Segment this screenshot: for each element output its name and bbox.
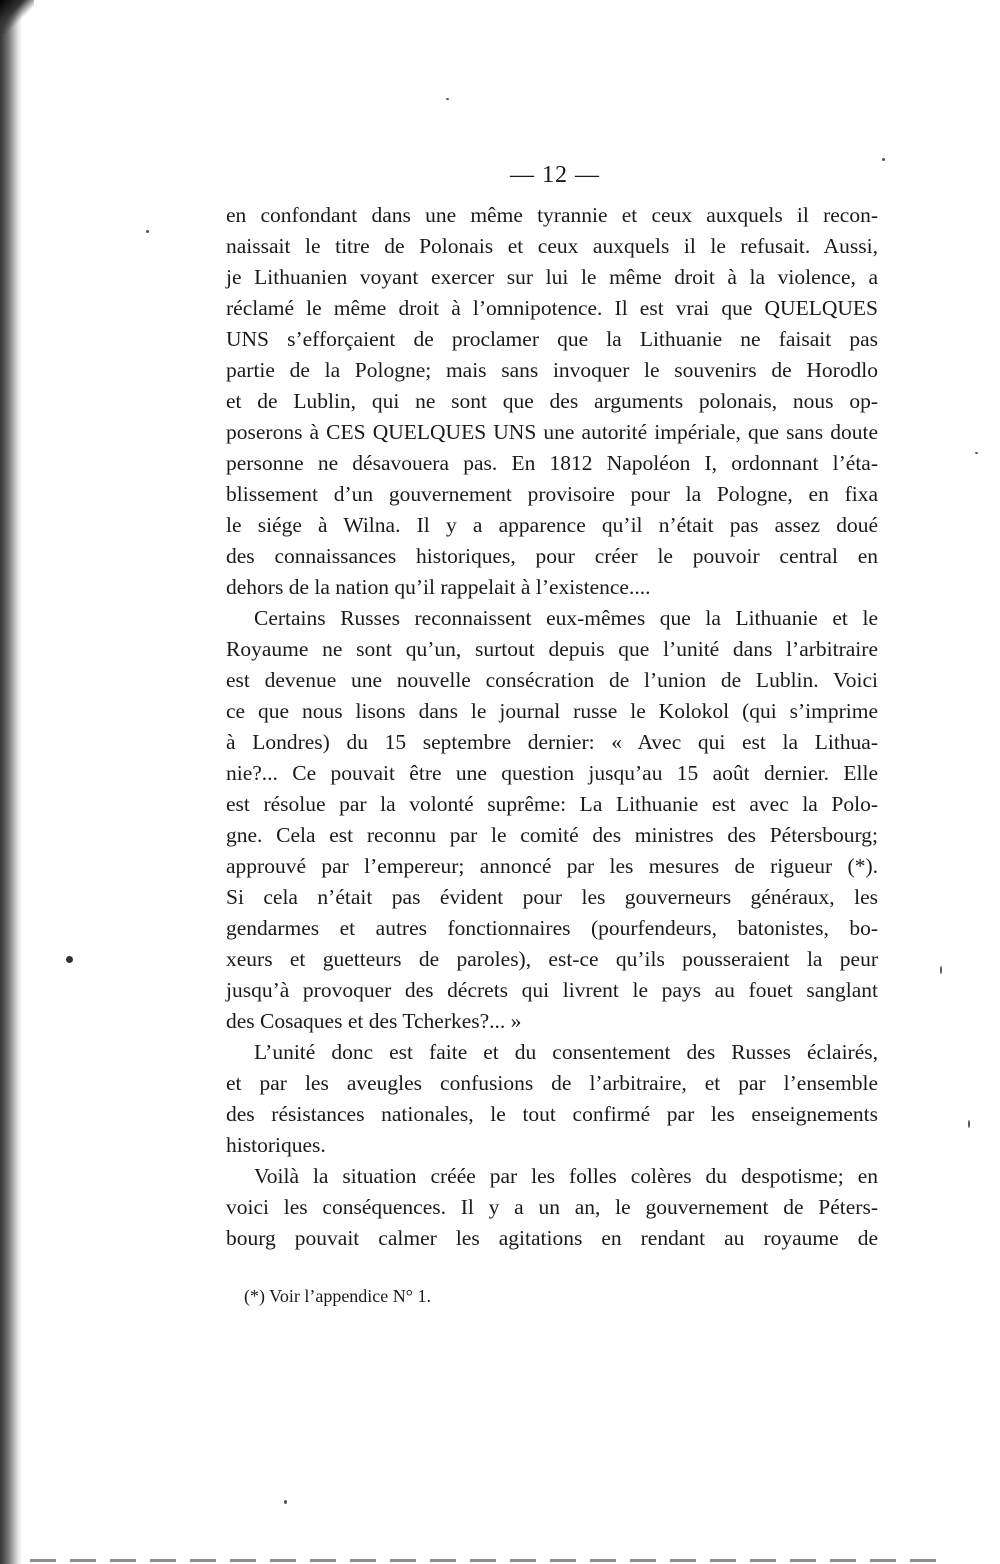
text-line: le siége à Wilna. Il y a apparence qu’il n’était pas assez doué [226,513,878,537]
text-line: je Lithuanien voyant exercer sur lui le même droit à la violence, a [226,265,878,289]
text-line: en confondant dans une même tyrannie et ceux auxquels il recon‑ [226,203,878,227]
text-line: Royaume ne sont qu’un, surtout depuis que l’unité dans l’arbitraire [226,637,878,661]
text-line: est résolue par la volonté suprême: La Lithuanie est avec la Polo- [226,792,878,816]
text-line: gne. Cela est reconnu par le comité des ministres des Pétersbourg; [226,823,878,847]
text-line: réclamé le même droit à l’omnipotence. Il est vrai que QUELQUES [226,296,878,320]
text-line: ce que nous lisons dans le journal russe le Kolokol (qui s’imprime [226,699,878,723]
text-line: des connaissances historiques, pour créer le pouvoir central en [226,544,878,568]
text-line: xeurs et guetteurs de paroles), est-ce qu’ils pousseraient la peur [226,947,878,971]
page-number: — 12 — [510,162,600,188]
text-line: nie?... Ce pouvait être une question jusqu’au 15 août dernier. Elle [226,761,878,785]
footnote: (*) Voir l’appendice N° 1. [244,1286,431,1306]
text-line: poserons à CES QUELQUES UNS une autorité impériale, que sans doute [226,420,878,444]
text-line: à Londres) du 15 septembre dernier: « Avec qui est la Lithua- [226,730,878,754]
text-line: gendarmes et autres fonctionnaires (pourfendeurs, batonistes, bo- [226,916,878,940]
text-line: L’unité donc est faite et du consentement des Russes éclairés, [254,1040,878,1064]
text-line: partie de la Pologne; mais sans invoquer le souvenirs de Horodlo [226,358,878,382]
text-line: historiques. [226,1133,326,1157]
text-line: est devenue une nouvelle consécration de l’union de Lublin. Voici [226,668,878,692]
text-line: Voilà la situation créée par les folles colères du despotisme; en [254,1164,878,1188]
text-line: et de Lublin, qui ne sont que des arguments polonais, nous op- [226,389,878,413]
text-line: personne ne désavouera pas. En 1812 Napoléon I, ordonnant l’éta- [226,451,878,475]
scan-speck [975,452,978,454]
scan-speck [940,966,942,974]
bottom-scan-edge [30,1559,950,1562]
text-line: voici les conséquences. Il y a un an, le gouvernement de Péters- [226,1195,878,1219]
text-line: des Cosaques et des Tcherkes?... » [226,1009,522,1033]
text-line: UNS s’efforçaient de proclamer que la Lithuanie ne faisait pas [226,327,878,351]
scan-speck [146,230,149,233]
scan-speck [66,956,73,963]
text-line: blissement d’un gouvernement provisoire pour la Pologne, en fixa [226,482,878,506]
text-line: jusqu’à provoquer des décrets qui livrent le pays au fouet sanglant [226,978,878,1002]
scan-speck [284,1500,287,1504]
text-line: Certains Russes reconnaissent eux-mêmes que la Lithuanie et le [254,606,878,630]
text-line: Si cela n’était pas évident pour les gouverneurs généraux, les [226,885,878,909]
text-line: des résistances nationales, le tout confirmé par les enseignements [226,1102,878,1126]
text-line: et par les aveugles confusions de l’arbitraire, et par l’ensemble [226,1071,878,1095]
binding-corner-mark [0,0,34,34]
body-text [226,200,878,1254]
text-line: bourg pouvait calmer les agitations en rendant au royaume de [226,1226,878,1250]
text-line: dehors de la nation qu’il rappelait à l’existence.... [226,575,651,599]
scan-speck [968,1120,970,1128]
scan-speck [882,158,885,161]
text-line: naissait le titre de Polonais et ceux auxquels il le refusait. Aussi, [226,234,878,258]
scan-speck [446,98,449,100]
text-line: approuvé par l’empereur; annoncé par les mesures de rigueur (*). [226,854,878,878]
binding-edge [0,0,22,1564]
